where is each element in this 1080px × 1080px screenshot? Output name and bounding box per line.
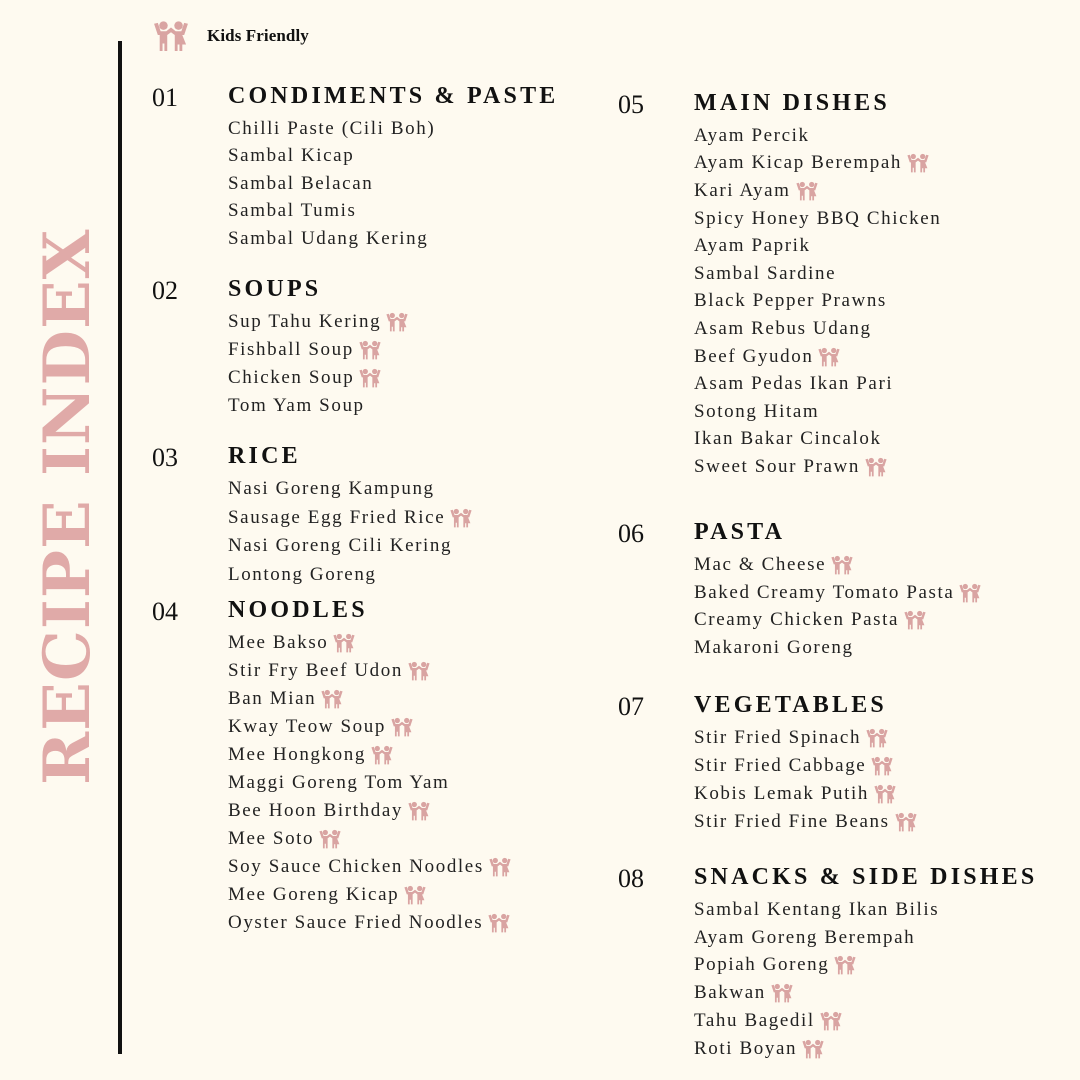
recipe-item bbox=[694, 724, 918, 752]
kids-friendly-icon bbox=[403, 885, 427, 905]
kids-friendly-icon bbox=[370, 745, 394, 765]
recipe-item bbox=[694, 1035, 939, 1063]
section-title: RICE bbox=[228, 443, 301, 469]
recipe-name: Mac & Cheese bbox=[694, 553, 827, 575]
kids-friendly-icon bbox=[358, 340, 382, 360]
recipe-item bbox=[228, 713, 512, 741]
recipe-name: Tom Yam Soup bbox=[228, 395, 365, 416]
recipe-name: Nasi Goreng Kampung bbox=[228, 478, 435, 500]
kids-friendly-icon bbox=[894, 812, 918, 832]
kids-friendly-icon bbox=[865, 728, 889, 748]
kids-friendly-icon bbox=[903, 610, 927, 630]
section-number: 06 bbox=[618, 519, 644, 548]
recipe-item bbox=[694, 426, 941, 454]
recipe-name: Sambal Tumis bbox=[228, 200, 357, 222]
section-number: 03 bbox=[152, 443, 178, 472]
recipe-item bbox=[228, 909, 512, 937]
kids-friendly-icon bbox=[449, 508, 473, 528]
recipe-item bbox=[694, 979, 939, 1007]
recipe-list bbox=[228, 629, 512, 937]
recipe-name: Stir Fried Cabbage bbox=[694, 755, 867, 776]
recipe-item bbox=[694, 288, 941, 316]
recipe-item bbox=[694, 607, 982, 635]
recipe-name: Sambal Belacan bbox=[228, 172, 374, 194]
recipe-item bbox=[694, 453, 941, 481]
recipe-item bbox=[228, 797, 512, 825]
recipe-item bbox=[228, 392, 409, 420]
recipe-item bbox=[228, 504, 473, 533]
recipe-name: Sweet Sour Prawn bbox=[694, 455, 860, 477]
recipe-item bbox=[694, 896, 939, 924]
kids-friendly-icon bbox=[385, 312, 409, 332]
recipe-name: Oyster Sauce Fried Noodles bbox=[228, 912, 484, 933]
recipe-name: Bakwan bbox=[694, 982, 766, 1004]
kids-friendly-icon bbox=[152, 20, 190, 52]
recipe-name: Ayam Kicap Berempah bbox=[694, 152, 903, 174]
recipe-item bbox=[228, 881, 512, 909]
recipe-name: Sambal Udang Kering bbox=[228, 227, 429, 249]
kids-friendly-icon bbox=[873, 784, 897, 804]
recipe-name: Asam Rebus Udang bbox=[694, 317, 872, 339]
recipe-name: Popiah Goreng bbox=[694, 954, 830, 976]
recipe-name: Lontong Goreng bbox=[228, 563, 377, 585]
recipe-item bbox=[228, 364, 409, 392]
recipe-name: Soy Sauce Chicken Noodles bbox=[228, 856, 484, 877]
recipe-list bbox=[694, 896, 939, 1063]
recipe-item bbox=[694, 780, 918, 808]
recipe-item bbox=[694, 1007, 939, 1035]
recipe-list bbox=[228, 475, 473, 589]
recipe-item bbox=[228, 825, 512, 853]
recipe-name: Nasi Goreng Cili Kering bbox=[228, 535, 453, 557]
recipe-item bbox=[694, 122, 941, 150]
kids-friendly-icon bbox=[358, 368, 382, 388]
recipe-item bbox=[228, 853, 512, 881]
recipe-name: Ayam Paprik bbox=[694, 235, 811, 257]
recipe-list bbox=[228, 115, 435, 253]
section-number: 05 bbox=[618, 90, 644, 119]
recipe-name: Stir Fried Fine Beans bbox=[694, 811, 890, 832]
recipe-item bbox=[228, 685, 512, 713]
recipe-item bbox=[228, 143, 435, 171]
section-number: 01 bbox=[152, 83, 178, 112]
recipe-name: Roti Boyan bbox=[694, 1037, 798, 1059]
recipe-name: Stir Fry Beef Udon bbox=[228, 660, 403, 681]
recipe-item bbox=[694, 398, 941, 426]
kids-friendly-icon bbox=[958, 583, 982, 603]
kids-friendly-icon bbox=[864, 457, 888, 477]
recipe-name: Stir Fried Spinach bbox=[694, 727, 862, 748]
kids-friendly-icon bbox=[906, 153, 930, 173]
recipe-name: Ikan Bakar Cincalok bbox=[694, 428, 882, 450]
section-title: SNACKS & SIDE DISHES bbox=[694, 864, 1038, 890]
recipe-item bbox=[694, 232, 941, 260]
recipe-item bbox=[694, 260, 941, 288]
recipe-name: Mee Bakso bbox=[228, 632, 329, 653]
section-number: 02 bbox=[152, 276, 178, 305]
recipe-name: Creamy Chicken Pasta bbox=[694, 609, 900, 631]
kids-friendly-icon bbox=[801, 1039, 825, 1059]
kids-friendly-icon bbox=[488, 857, 512, 877]
section-title: PASTA bbox=[694, 519, 786, 545]
kids-friendly-icon bbox=[795, 181, 819, 201]
recipe-item bbox=[694, 752, 918, 780]
recipe-name: Sambal Sardine bbox=[694, 262, 837, 284]
recipe-item bbox=[694, 205, 941, 233]
recipe-name: Sambal Kicap bbox=[228, 145, 355, 167]
recipe-name: Ayam Percik bbox=[694, 124, 810, 146]
recipe-item bbox=[694, 177, 941, 205]
recipe-name: Tahu Bagedil bbox=[694, 1010, 815, 1032]
kids-friendly-icon bbox=[870, 756, 894, 776]
kids-friendly-icon bbox=[487, 913, 511, 933]
recipe-item bbox=[694, 808, 918, 836]
recipe-item bbox=[694, 952, 939, 980]
section-title: VEGETABLES bbox=[694, 692, 887, 718]
recipe-name: Chilli Paste (Cili Boh) bbox=[228, 117, 436, 139]
kids-friendly-icon bbox=[407, 801, 431, 821]
section-title: CONDIMENTS & PASTE bbox=[228, 83, 559, 109]
recipe-name: Ban Mian bbox=[228, 688, 317, 709]
recipe-item bbox=[228, 198, 435, 226]
recipe-name: Kari Ayam bbox=[694, 179, 791, 201]
section-title: SOUPS bbox=[228, 276, 322, 302]
recipe-item bbox=[694, 551, 982, 579]
recipe-name: Spicy Honey BBQ Chicken bbox=[694, 207, 942, 229]
recipe-item bbox=[228, 308, 409, 336]
recipe-item bbox=[228, 532, 473, 561]
kids-friendly-icon bbox=[390, 717, 414, 737]
section-number: 08 bbox=[618, 864, 644, 893]
recipe-list bbox=[694, 122, 941, 481]
recipe-item bbox=[694, 150, 941, 178]
recipe-item bbox=[228, 225, 435, 253]
kids-friendly-icon bbox=[332, 633, 356, 653]
recipe-name: Sotong Hitam bbox=[694, 400, 820, 422]
section-title: NOODLES bbox=[228, 597, 368, 623]
recipe-name: Sambal Kentang Ikan Bilis bbox=[694, 898, 940, 920]
recipe-item bbox=[228, 115, 435, 143]
vertical-divider bbox=[118, 41, 122, 1054]
kids-friendly-icon bbox=[819, 1011, 843, 1031]
recipe-list bbox=[694, 551, 982, 662]
recipe-name: Asam Pedas Ikan Pari bbox=[694, 373, 894, 395]
section-number: 04 bbox=[152, 597, 178, 626]
recipe-item bbox=[228, 336, 409, 364]
recipe-name: Mee Goreng Kicap bbox=[228, 884, 400, 905]
section-title: MAIN DISHES bbox=[694, 90, 890, 116]
recipe-name: Black Pepper Prawns bbox=[694, 290, 887, 312]
recipe-list bbox=[694, 724, 918, 836]
recipe-name: Chicken Soup bbox=[228, 367, 355, 388]
recipe-item bbox=[694, 579, 982, 607]
recipe-item bbox=[228, 170, 435, 198]
recipe-item bbox=[694, 370, 941, 398]
kids-friendly-icon bbox=[320, 689, 344, 709]
section-number: 07 bbox=[618, 692, 644, 721]
recipe-item bbox=[228, 475, 473, 504]
recipe-item bbox=[228, 629, 512, 657]
kids-friendly-icon bbox=[833, 955, 857, 975]
recipe-item bbox=[228, 657, 512, 685]
recipe-name: Mee Soto bbox=[228, 828, 315, 849]
recipe-name: Ayam Goreng Berempah bbox=[694, 926, 916, 948]
recipe-name: Makaroni Goreng bbox=[694, 637, 854, 659]
recipe-item bbox=[694, 343, 941, 371]
recipe-item bbox=[694, 315, 941, 343]
recipe-name: Mee Hongkong bbox=[228, 744, 366, 765]
recipe-name: Baked Creamy Tomato Pasta bbox=[694, 581, 955, 603]
recipe-item bbox=[694, 634, 982, 662]
recipe-name: Kobis Lemak Putih bbox=[694, 783, 869, 804]
recipe-list bbox=[228, 308, 409, 420]
recipe-name: Maggi Goreng Tom Yam bbox=[228, 772, 450, 793]
recipe-item bbox=[228, 561, 473, 590]
recipe-item bbox=[694, 924, 939, 952]
recipe-name: Kway Teow Soup bbox=[228, 716, 386, 737]
recipe-item bbox=[228, 741, 512, 769]
kids-friendly-icon bbox=[817, 347, 841, 367]
recipe-name: Fishball Soup bbox=[228, 339, 354, 360]
legend-label: Kids Friendly bbox=[207, 26, 309, 45]
page-title: RECIPE INDEX bbox=[30, 228, 105, 785]
recipe-name: Bee Hoon Birthday bbox=[228, 800, 403, 821]
kids-friendly-icon bbox=[318, 829, 342, 849]
recipe-name: Sup Tahu Kering bbox=[228, 311, 382, 332]
kids-friendly-legend bbox=[152, 20, 309, 52]
recipe-name: Beef Gyudon bbox=[694, 345, 814, 367]
kids-friendly-icon bbox=[830, 555, 854, 575]
kids-friendly-icon bbox=[407, 661, 431, 681]
recipe-item bbox=[228, 769, 512, 797]
recipe-name: Sausage Egg Fried Rice bbox=[228, 506, 446, 528]
kids-friendly-icon bbox=[770, 983, 794, 1003]
